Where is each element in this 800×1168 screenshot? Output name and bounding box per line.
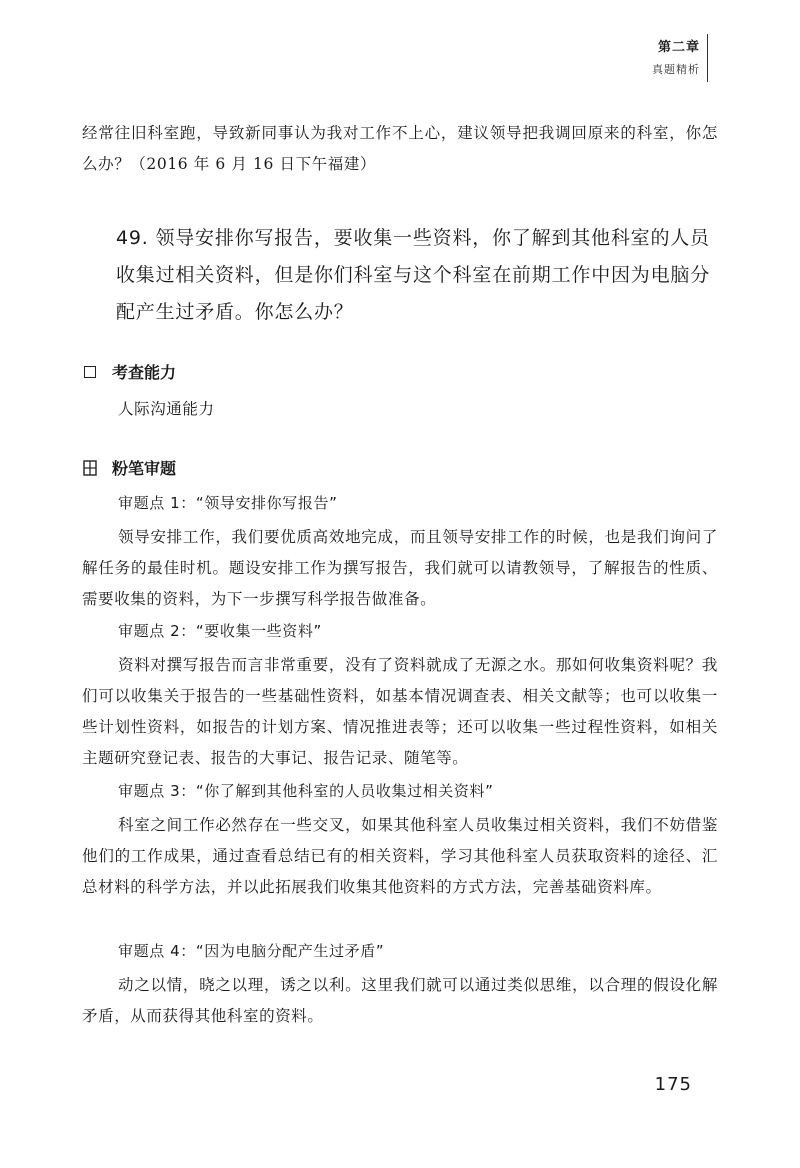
chapter-title: 第二章 [657, 40, 700, 55]
ability-content: 人际沟通能力 [118, 400, 215, 418]
analysis-section-heading [82, 456, 176, 479]
ability-title: 考查能力 [112, 363, 177, 382]
analysis-point-label: 审题点 2：“要收集一些资料” [118, 622, 322, 640]
page-number: 175 [654, 1074, 692, 1095]
analysis-point-text: 科室之间工作必然存在一些交叉，如果其他科室人员收集过相关资料，我们不妨借鉴他们的工作成果，通过查看总结已有的相关资料，学习其他科室人员获取资料的途径、汇总材料的科学方法，并以此拓展我们收集其他资料的方式方法，完善基础资料库。 [82, 816, 718, 896]
analysis-point-text: 领导安排工作，我们要优质高效地完成，而且领导安排工作的时候，也是我们询问了解任务的最佳时机。题设安排工作为撰写报告，我们就可以请教领导，了解报告的性质、需要收集的资料，为下一步撰写科学报告做准备。 [82, 528, 718, 608]
chapter-subtitle: 真题精析 [652, 63, 700, 76]
analysis-point-text: 动之以情，晓之以理，诱之以利。这里我们就可以通过类似思维，以合理的假设化解矛盾，从而获得其他科室的资料。 [82, 976, 718, 1025]
header-rule [707, 34, 708, 82]
analysis-point-text: 资料对撰写报告而言非常重要，没有了资料就成了无源之水。那如何收集资料呢？我们可以收集关于报告的一些基础性资料，如基本情况调查表、相关文献等；也可以收集一些计划性资料，如报告的计划方案、情况推进表等；还可以收集一些过程性资料，如相关主题研究登记表、报告的大事记、报告记录、随笔等。 [82, 656, 718, 767]
pen-icon [82, 460, 98, 476]
analysis-point-label: 审题点 4：“因为电脑分配产生过矛盾” [118, 942, 385, 960]
intro-paragraph: 经常往旧科室跑，导致新同事认为我对工作不上心，建议领导把我调回原来的科室，你怎么办？（2016 年 6 月 16 日下午福建） [82, 124, 718, 173]
analysis-title: 粉笔审题 [112, 459, 177, 478]
analysis-point-label: 审题点 3：“你了解到其他科室的人员收集过相关资料” [118, 782, 494, 800]
ability-section-heading [82, 360, 176, 383]
question-text: 49. 领导安排你写报告，要收集一些资料，你了解到其他科室的人员收集过相关资料，但是你们科室与这个科室在前期工作中因为电脑分配产生过矛盾。你怎么办？ [116, 227, 711, 323]
checkbox-icon [82, 364, 98, 380]
header-block [652, 36, 700, 77]
analysis-point-label: 审题点 1：“领导安排你写报告” [118, 494, 338, 512]
